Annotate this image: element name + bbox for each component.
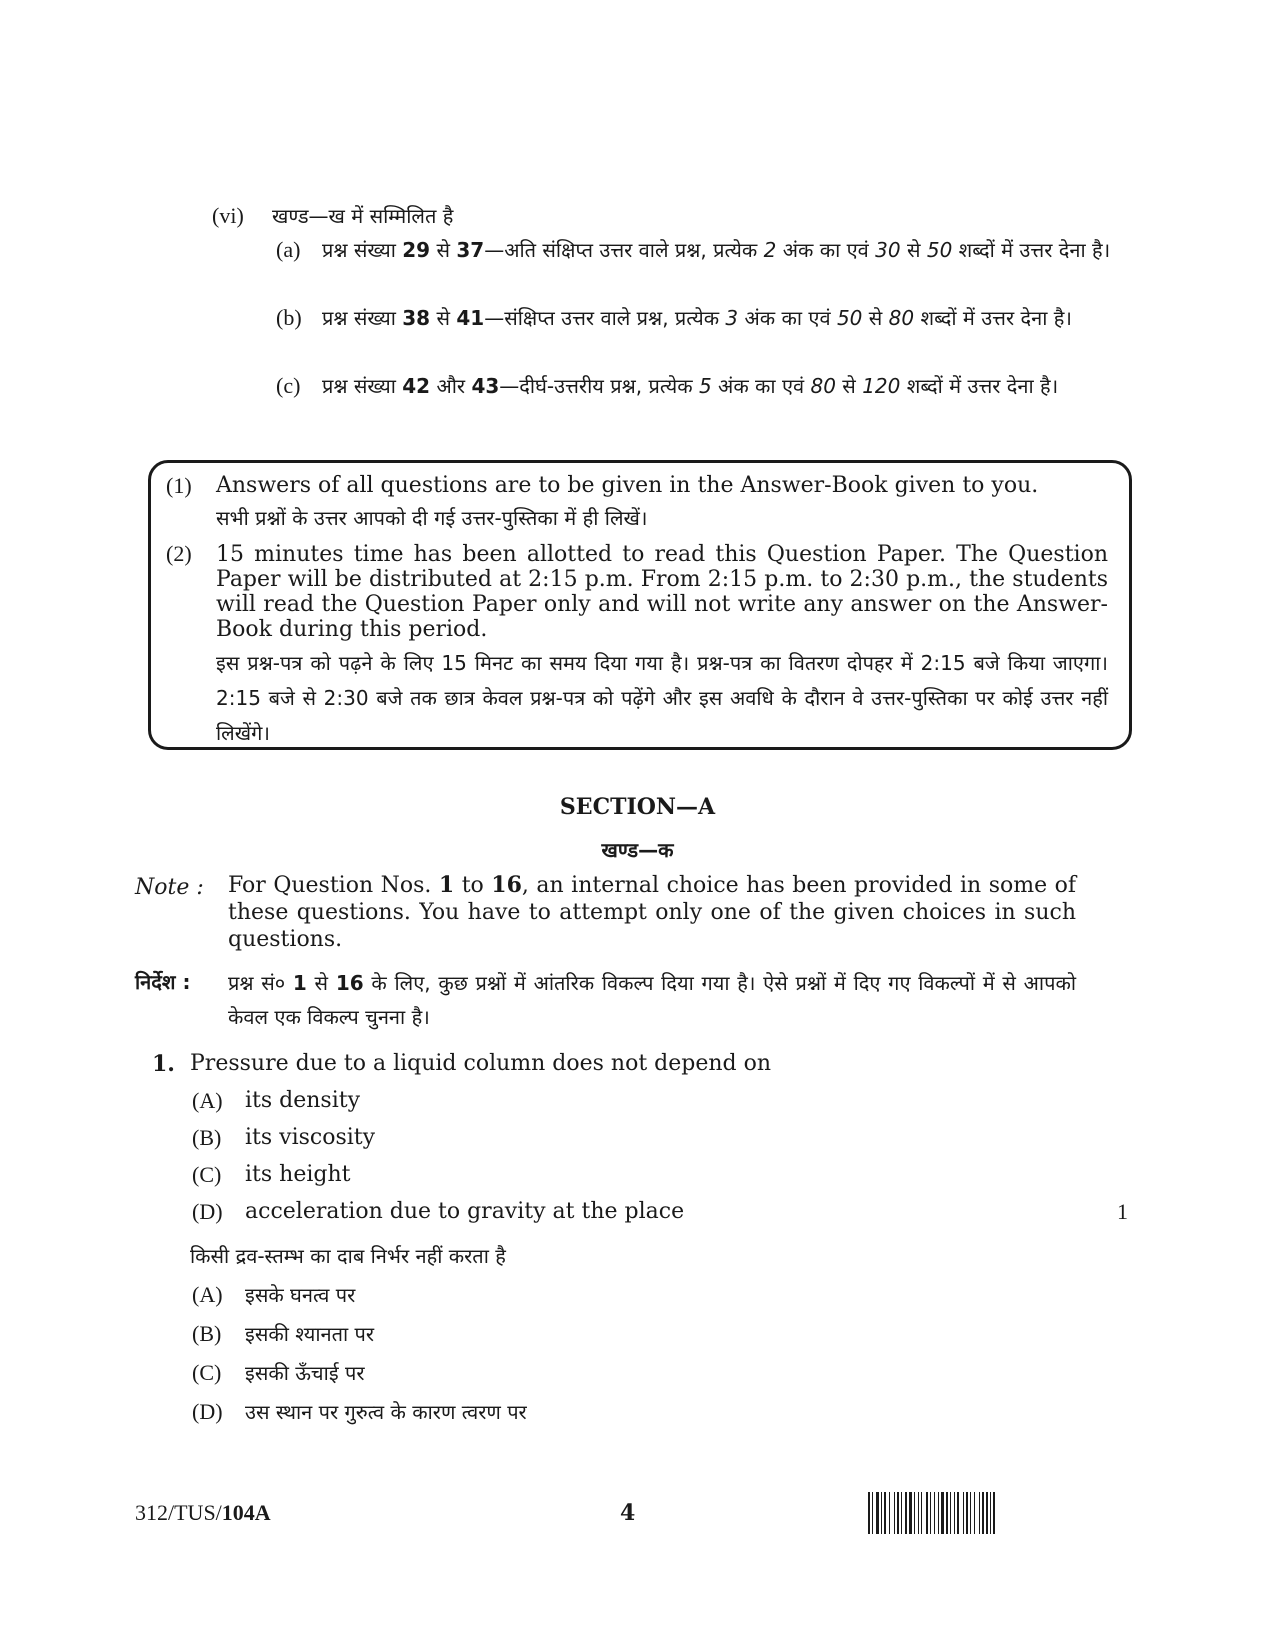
sub-item-text: प्रश्न संख्या 29 से 37—अति संक्षिप्त उत्तर वाले प्रश्न, प्रत्येक 2 अंक का एवं 30 से 50 शब्दों में उत्तर देना है। bbox=[322, 238, 1111, 262]
question-number: 1. bbox=[152, 1051, 175, 1077]
note-text: For Question Nos. 1 to 16, an internal choice has been provided in some of these questions. You have to attempt only one of the given choices in such questions. bbox=[228, 872, 1076, 952]
instruction-1-english: Answers of all questions are to be given in the Answer-Book given to you. bbox=[216, 473, 1039, 498]
instruction-number: (2) bbox=[166, 541, 192, 566]
option-text: its viscosity bbox=[245, 1125, 376, 1150]
question-marks: 1 bbox=[1117, 1199, 1128, 1224]
instruction-1-hindi: सभी प्रश्नों के उत्तर आपको दी गई उत्तर-पुस्तिका में ही लिखें। bbox=[216, 506, 648, 530]
section-title: SECTION—A bbox=[559, 794, 716, 820]
section-vi-heading: खण्ड—ख में सम्मिलित है bbox=[272, 204, 454, 228]
paper-code: 312/TUS/104A bbox=[135, 1500, 271, 1525]
option-label: (A) bbox=[192, 1282, 223, 1307]
option-label: (B) bbox=[192, 1321, 222, 1346]
instruction-2 bbox=[216, 542, 1108, 751]
sub-item-label: (a) bbox=[276, 237, 301, 262]
option-label: (D) bbox=[192, 1199, 223, 1224]
sub-item-label: (c) bbox=[276, 373, 301, 398]
option-label: (A) bbox=[192, 1088, 223, 1113]
section-title-hindi: खण्ड—क bbox=[601, 838, 674, 862]
option-label: (C) bbox=[192, 1360, 222, 1385]
note-hindi-text: प्रश्न सं० 1 से 16 के लिए, कुछ प्रश्नों में आंतरिक विकल्प दिया गया है। ऐसे प्रश्नों में दिए गए विकल्पों में से आपको केवल एक विकल्प चुनना है। bbox=[228, 971, 1076, 1029]
option-label: (D) bbox=[192, 1399, 223, 1424]
option-text: its height bbox=[245, 1162, 351, 1187]
option-text-hindi: इसकी श्यानता पर bbox=[245, 1322, 375, 1346]
question-text-hindi: किसी द्रव-स्तम्भ का दाब निर्भर नहीं करता है bbox=[190, 1244, 506, 1268]
sub-item-text: प्रश्न संख्या 38 से 41—संक्षिप्त उत्तर वाले प्रश्न, प्रत्येक 3 अंक का एवं 50 से 80 शब्दों में उत्तर देना है। bbox=[322, 306, 1072, 330]
page-number: 4 bbox=[620, 1500, 636, 1526]
option-text-hindi: उस स्थान पर गुरुत्व के कारण त्वरण पर bbox=[245, 1400, 527, 1424]
sub-item-text: प्रश्न संख्या 42 और 43—दीर्घ-उत्तरीय प्रश्न, प्रत्येक 5 अंक का एवं 80 से 120 शब्दों में उत्तर देना है। bbox=[322, 374, 1059, 398]
option-text: its density bbox=[245, 1088, 361, 1113]
note-hindi-label: निर्देश : bbox=[135, 970, 191, 994]
question-text: Pressure due to a liquid column does not depend on bbox=[190, 1051, 772, 1076]
option-text-hindi: इसके घनत्व पर bbox=[245, 1283, 356, 1307]
option-text-hindi: इसकी ऊँचाई पर bbox=[245, 1361, 365, 1385]
barcode bbox=[868, 1492, 1132, 1534]
note-label: Note : bbox=[135, 875, 204, 900]
instruction-1 bbox=[216, 470, 1108, 534]
section-vi-label: (vi) bbox=[212, 203, 244, 228]
sub-item-label: (b) bbox=[276, 305, 302, 330]
instruction-2-hindi: इस प्रश्न-पत्र को पढ़ने के लिए 15 मिनट का समय दिया गया है। प्रश्न-पत्र का वितरण दोपहर में 2:15 बजे किया जाएगा। 2:15 बजे से 2:30 बजे तक छात्र केवल प्रश्न-पत्र को पढ़ेंगे और इस अवधि के दौरान वे उत्तर-पुस्तिका पर कोई उत्तर नहीं लिखेंगे। bbox=[216, 651, 1108, 745]
instruction-number: (1) bbox=[166, 473, 192, 498]
option-text: acceleration due to gravity at the place bbox=[245, 1199, 685, 1224]
option-label: (B) bbox=[192, 1125, 222, 1150]
instruction-2-english: 15 minutes time has been allotted to read this Question Paper. The Question Paper will be distributed at 2:15 p.m. From 2:15 p.m. to 2:30 p.m., the students will read the Question Paper only and will not write any answer on the Answer-Book during this period. bbox=[216, 542, 1108, 642]
option-label: (C) bbox=[192, 1162, 222, 1187]
